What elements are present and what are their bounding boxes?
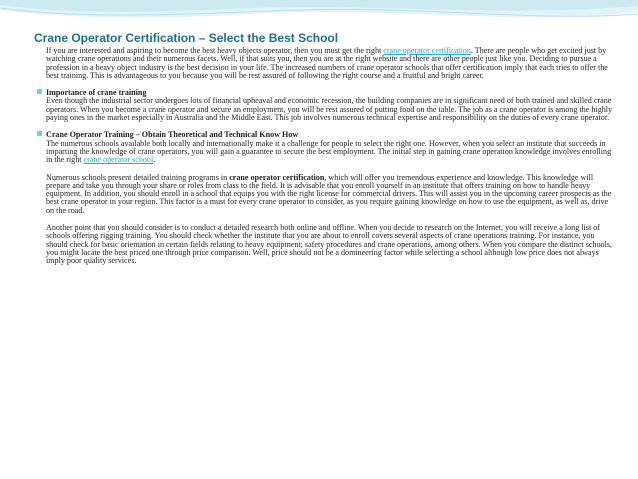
paragraph-importance: Even though the industrial sector undergoes lots of financial upheaval and economic recession, the building companies are in significant need of both trained and skilled crane operators. When you become a crane operator and secure an employment, you will be rest assured of putting food on the table. The job as a crane operator is among the highly paying ones in the market especially in Australia and the Middle East. This job involves numerous technical expertise and responsibility on the duties of every crane operator. — [46, 96, 613, 123]
paragraph-research: Another point that you should consider is to conduct a detailed research both online and offline. When you decide to research on the Internet, you will receive a long list of schools offering rigging training. You should check whether the institute that you are about to enroll covers several aspects of crane operations training. For instance, you should check for basic orientation in certain fields relating to heavy equipment; safety procedures and crane operations, among others. When you compare the distinct schools, you might locate the best priced one through price comparison. Well, price should not be a domineering factor while selecting a school although low price does not always imply poor quality services. — [46, 223, 613, 266]
section-training: Crane Operator Training – Obtain Theoretical and Technical Know How The numerous schools available both locally and internationally make it a challenge for people to select the right one. However, when you select an institute that succeeds in imparting the knowledge of crane operators, you will gain a guarantee to secure the best employment. The initial step in gaining crane operation knowledge involves enrolling in the right crane operator school. — [46, 131, 614, 164]
crane-operator-school-link[interactable]: crane operator school — [83, 155, 154, 165]
section-importance — [46, 89, 614, 122]
slide-title: Crane Operator Certification – Select the Best School — [34, 31, 339, 45]
crane-operator-certification-link[interactable]: crane operator certification — [383, 46, 471, 55]
paragraph-programs: Numerous schools present detailed training programs in crane operator certification, which will offer you tremendous experience and knowledge. This knowledge will prepare and take you through your share or roles from class to the field. It is advisable that you enroll yourself in an institute that offers training on how to handle heavy equipment. In addition, you should enroll in a school that equips you with the right license for commercial drivers. This will assist you in the upcoming career prospects as the best crane operator in your region. This factor is a must for every crane operator to consider, as you require gaining knowledge on how to use the equipment, as well as, drive on the road. — [46, 172, 612, 215]
section-heading-training: Crane Operator Training – Obtain Theoretical and Technical Know How — [46, 130, 299, 140]
bullet-marker — [37, 131, 42, 136]
section-heading-importance: Importance of crane training — [46, 88, 147, 98]
slide-body — [46, 47, 614, 275]
paragraph-intro: If you are interested and aspiring to become the best heavy objects operator, then you must get the right crane operator certification. There are people who get excited just by watching crane operations and their numerous facets. Well, if that suits you, then you are at the right website and there are other people just like you. Deciding to pursue a profession in a heavy object industry is the best decision in your life. The increased numbers of crane operator schools that offer certification imply that each tries to offer the best training. This is advantageous to you because you will be rest assured of following the right course and a fruitful and bright career. — [46, 46, 608, 80]
bold-phrase: crane operator certification — [229, 172, 325, 182]
bullet-marker — [37, 89, 42, 94]
